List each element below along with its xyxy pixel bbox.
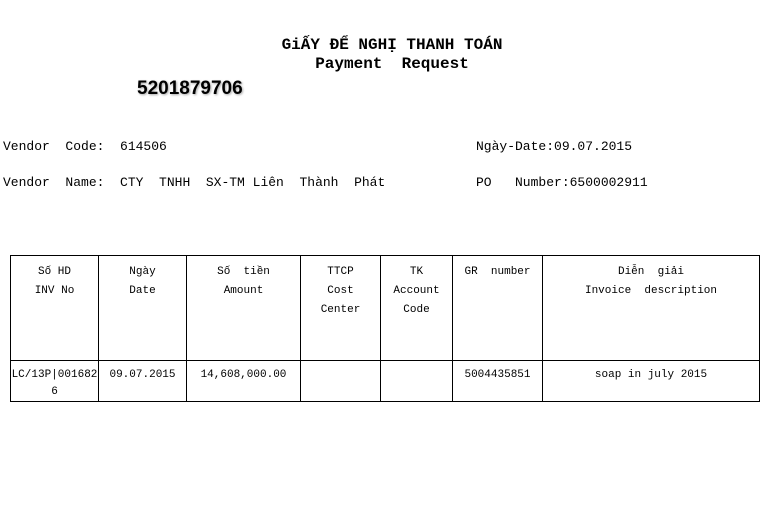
- payment-table: [10, 255, 760, 402]
- vendor-code-label: Vendor Code:: [3, 139, 121, 154]
- document-number: 5201879706: [137, 78, 243, 99]
- vendor-name-value: CTY TNHH SX-TM Liên Thành Phát: [120, 175, 386, 190]
- cell-description: soap in july 2015: [543, 361, 760, 402]
- vendor-code: [3, 139, 167, 154]
- vendor-name-label: Vendor Name:: [3, 175, 121, 190]
- header-account-code: TK Account Code: [381, 256, 453, 361]
- cell-account-code: [381, 361, 453, 402]
- po-number-value: 6500002911: [569, 175, 648, 190]
- cell-amount: 14,608,000.00: [187, 361, 301, 402]
- header-amount: Số tiền Amount: [187, 256, 301, 361]
- header-description: Diễn giải Invoice description: [543, 256, 760, 361]
- document-date: [476, 139, 632, 154]
- cell-gr-number: 5004435851: [453, 361, 543, 402]
- document-date-value: 09.07.2015: [554, 139, 633, 154]
- header-gr-number: GR number: [453, 256, 543, 361]
- cell-cost-center: [301, 361, 381, 402]
- header-inv-no: Số HD INV No: [11, 256, 99, 361]
- vendor-code-value: 614506: [120, 139, 167, 154]
- po-number-label: PO Number:: [476, 175, 570, 190]
- vendor-name: [3, 175, 385, 190]
- title-vietnamese-text: GiẤY ĐỂ NGHỊ THANH TOÁN: [281, 36, 503, 54]
- table-header-row: [11, 256, 760, 361]
- cell-date: 09.07.2015: [99, 361, 187, 402]
- table-row: [11, 361, 760, 402]
- title-english-text: Payment Request: [315, 55, 469, 73]
- cell-inv-no: LC/13P|0016826: [11, 361, 99, 402]
- header-date: Ngày Date: [99, 256, 187, 361]
- header-cost-center: TTCP Cost Center: [301, 256, 381, 361]
- po-number: [476, 175, 648, 190]
- document-date-label: Ngày-Date:: [476, 139, 555, 154]
